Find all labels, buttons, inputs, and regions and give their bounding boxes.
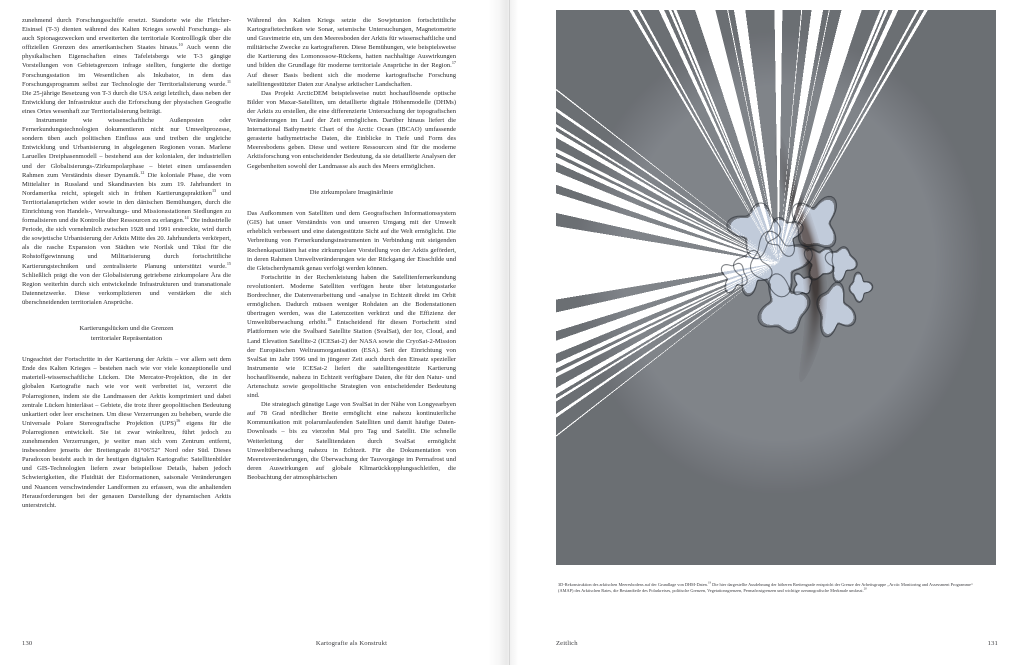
section-heading-kartierungsluecken: Kartierungslücken und die Grenzen territorialer Repräsentation (79, 325, 174, 342)
figure-caption: 3D-Rekonstruktion des arktischen Meeresbodens auf der Grundlage von DHM-Daten.$^{19}$ Die hier dargestellte Ausdehnung der höheren Breitengrade entspricht der Grenze der Arbeitsgruppe „Arctic Monitoring and Assessment Programme“ (AMAP) des Arktischen Rates, die Bestandteile des Polarkreises, politische Grenzen, Vegetationsgrenzen, Permafrostgrenzen und wichtige ozeanografische Merkmale umfasst.$^{20}$ (558, 580, 973, 594)
left-page-column-1 (22, 16, 231, 510)
paragraph-p5: Das Projekt ArcticDEM beispielsweise nutzt hochauflösende optische Bilder von Maxar-Satelliten, um detaillierte digitale Höhenmodelle (DHMs) der Arktis zu erstellen, die eine differenzierte Untersuchung der topografischen Veränderungen im Lauf der Zeit ermöglichen. Darüber hinaus liefert die International Bathymetric Chart of the Arctic Ocean (IBCAO) umfassende gerasterte bathymetrische Daten, die Einblicke in Tiefe und Form des Meeresbodens geben. Diese und weitere Ressourcen sind für die moderne Arktisforschung von entscheidender Bedeutung, da sie detaillierte Analysen der Gegebenheiten sowohl der Landmasse als auch des Meers ermöglichen. (247, 89, 456, 170)
arctic-seafloor-3d-render (556, 10, 996, 565)
section-heading-zirkumpolare-imaginaerlinie: Die zirkumpolare Imaginärlinie (309, 188, 394, 196)
footnote-ref: 16 (176, 417, 181, 423)
footnote-ref: 15 (226, 260, 231, 266)
footnote-ref: 12 (140, 169, 145, 175)
footnote-ref: 14 (184, 214, 189, 220)
footnote-ref: 10 (178, 42, 183, 48)
paragraph-p7: Fortschritte in der Rechenleistung haben die Satellitenfernerkundung revolutioniert. Moderne Satelliten verfügen heute über leistungsstarke Bordrechner, die Datenverarbeitung und -analyse in Echtzeit direkt im Orbit ermöglichen. Dadurch müssen weniger Rohdaten an die Bodenstationen übertragen werden, was die Latenzzeiten verkürzt und die Effizienz der Umweltüberwachung erhöht.$^{18}$ Entscheidend für diesen Fortschritt sind Plattformen wie die Svalbard Satellite Station (SvalSat), der Ice, Cloud, and Land Elevation Satellite-2 (ICESat-2) der NASA sowie die CryoSat-2-Mission der Europäischen Weltraumorganisation (ESA). Seit der Einrichtung von SvalSat im Jahr 1996 und in jüngerer Zeit auch durch den Einsatz spezieller Instrumente wie ICESat-2 liefert die satellitengestützte Kartierung hochauflösende, nahezu in Echtzeit verfügbare Daten, die für den Natur- und Artenschutz sowie geopolitische Strategien von entscheidender Bedeutung sind. (247, 273, 456, 400)
footnote-ref: 11 (226, 78, 231, 84)
paragraph-p2: Instrumente wie wissenschaftliche Außenposten oder Fernerkundungstechnologien dokumentieren nicht nur Umweltprozesse, sondern üben auch politischen Einfluss aus und treiben die ungleiche Entwicklung und Urbanisierung in abgelegenen Regionen voran. Marlene Laruelles Dreiphasenmodell – bestehend aus der kolonialen, der industriellen und der Globalisierungs-/Zirkumpolarphase – bietet einen umfassenden Rahmen zum Verständnis dieser Dynamik.$^{12}$ Die koloniale Phase, die vom Mittelalter in Russland und Skandinavien bis zum 19. Jahrhundert in Nordamerika reicht, spiegelt sich in frühen Kartierungspraktiken$^{13}$ und Territorialansprüchen wider sowie in den dänischen Bemühungen, durch die Einrichtung von Handels-, Verwaltungs- und Missionsstationen Siedlungen zu formalisieren und die Kontrolle über Ressourcen zu erlangen.$^{14}$ Die industrielle Periode, die sich vornehmlich zwischen 1928 und 1991 erstreckte, wird durch die sowjetische Urbanisierung der Arktis Mitte des 20. Jahrhunderts verkörpert, als die rasche Expansion von Städten wie Norilsk und Tiksi für die Rohstoffgewinnung und Militarisierung durch fortschrittliche Kartierungstechniken und zentralisierte Planung unterstützt wurde.$^{15}$ Schließlich prägt die von der Globalisierung getriebene zirkumpolare Ära die Region weiterhin durch sich entwickelnde Infrastrukturen und transnationale Datennetzwerke. Diese verkomplizieren und verstärken die sich überschneidenden territorialen Ansprüche. (22, 117, 231, 306)
running-head-left: Kartografie als Konstrukt (315, 640, 388, 647)
paragraph-p1: zunehmend durch Forschungsschiffe ersetzt. Standorte wie die Fletcher-Eisinsel (T-3) dienten während des Kalten Krieges sowohl Forschungs- als auch Spionagezwecken und erweiterten die territoriale Kontrolllogik über die offiziellen Grenzen des amerikanischen Staates hinaus.$^{10}$ Auch wenn die physikalischen Eigenschaften eines Tafeleisbergs wie T-3 gängige Vorstellungen von Gebietsgrenzen infrage stellten, fungierte die dortige Forschungsstation im Wesentlichen als Inkubator, in dem das Forschungsprogramm selbst zur Technologie der Territorialisierung wurde.$^{11}$ Die 25-jährige Besetzung von T-3 durch die USA zeigt letztlich, dass neben der Entwicklung der Infrastruktur auch die Erforschung der physischen Geografie eines Ortes wesenhaft zur Territorialisierung beiträgt. (22, 17, 231, 115)
running-head-right: Zeitlich (556, 640, 578, 647)
figure-arctic-seafloor (556, 10, 996, 565)
folio-right: 131 (987, 640, 998, 647)
footnote-ref: 20 (863, 586, 867, 591)
footnote-ref: 17 (451, 60, 456, 66)
paragraph-p6: Das Aufkommen von Satelliten und dem Geografischen Informationssystem (GIS) hat unser Verständnis von und unseren Umgang mit der Umwelt erheblich verbessert und eine datengestützte Sicht auf die Welt ermöglicht. Die Verbreitung von Fernerkundungsinstrumenten in Verbindung mit steigenden Rechenkapazitäten hat eine zirkumpolare Vorstellung von der Arktis gefördert, in deren Rahmen Umweltveränderungen wie der Rückgang der Eisschilde und die Gletscherdynamik genau verfolgt werden können. (247, 210, 456, 272)
left-page-column-2 (247, 16, 456, 482)
page-gutter-line (509, 0, 510, 665)
paragraph-p8: Die strategisch günstige Lage von SvalSat in der Nähe von Longyearbyen auf 78 Grad nördlicher Breite ermöglicht eine nahezu kontinuierliche Kommunikation mit polarumlaufenden Satelliten und damit häufige Daten-Downloads – bis zu vierzehn Mal pro Tag und Satellit. Die schnelle Weiterleitung der Satellitendaten durch SvalSat ermöglicht Umweltüberwachung nahezu in Echtzeit. Für die Dokumentation von Meereisveränderungen, die Überwachung der Tauvorgänge im Permafrost und deren Auswirkungen auf globale Klimarückkopplungsschleifen, die Beobachtung der atmosphärischen (247, 401, 456, 481)
footnote-ref: 19 (707, 580, 712, 585)
paragraph-p4: Während des Kalten Kriegs setzte die Sowjetunion fortschrittliche Kartografietechniken wie Sonar, seismische Untersuchungen, Magnetometrie und Gravimetrie ein, um den Meeresboden der Arktis für wissenschaftliche und militärische Zwecke zu kartografieren. Diese Bemühungen, wie beispielsweise die Kartierung des Lomonossow-Rückens, hatten nachhaltige Auswirkungen und bilden die Grundlage für moderne territoriale Ansprüche in der Region.$^{17}$ Auf dieser Basis bedient sich die moderne kartografische Forschung satellitengestützter Daten zur Analyse arktischer Landschaften. (247, 17, 456, 88)
paragraph-p3: Ungeachtet der Fortschritte in der Kartierung der Arktis – vor allem seit dem Ende des Kalten Krieges – bestehen nach wie vor viele konzeptionelle und materiell-wissenschaftliche Lücken. Die Mercator-Projektion, die in der globalen Kartografie nach wie vor weit verbreitet ist, verzerrt die Polarregionen, indem sie die Landmassen der Arktis komprimiert und dabei zentrale Lücken hinterlässt – Gebiete, die trotz ihrer geopolitischen Bedeutung unkartiert oder leer erscheinen. Um diese Verzerrungen zu beheben, wurde die Universale Polare Stereografische Projektion (UPS)$^{16}$ eigens für die Polarregionen entwickelt. Sie ist zwar winkeltreu, führt jedoch zu zunehmenden Verzerrungen, je weiter man sich vom Zentrum entfernt, insbesondere jenseits der Breitengrade 81°06′52″ Nord oder Süd. Dieses Paradoxon besteht auch in der heutigen digitalen Kartografie: Satellitenbilder und GIS-Technologien liefern zwar beispiellose Details, haben jedoch Schwierigkeiten, die Fluidität der Eisformationen, saisonale Veränderungen und Nuancen verschwindender Landformen zu erfassen, was die anhaltenden Herausforderungen bei der genauen Darstellung der dynamischen Arktis unterstreicht. (22, 356, 231, 509)
footnote-ref: 18 (327, 317, 332, 323)
footnote-ref: 13 (211, 187, 217, 193)
folio-left: 130 (22, 640, 33, 647)
